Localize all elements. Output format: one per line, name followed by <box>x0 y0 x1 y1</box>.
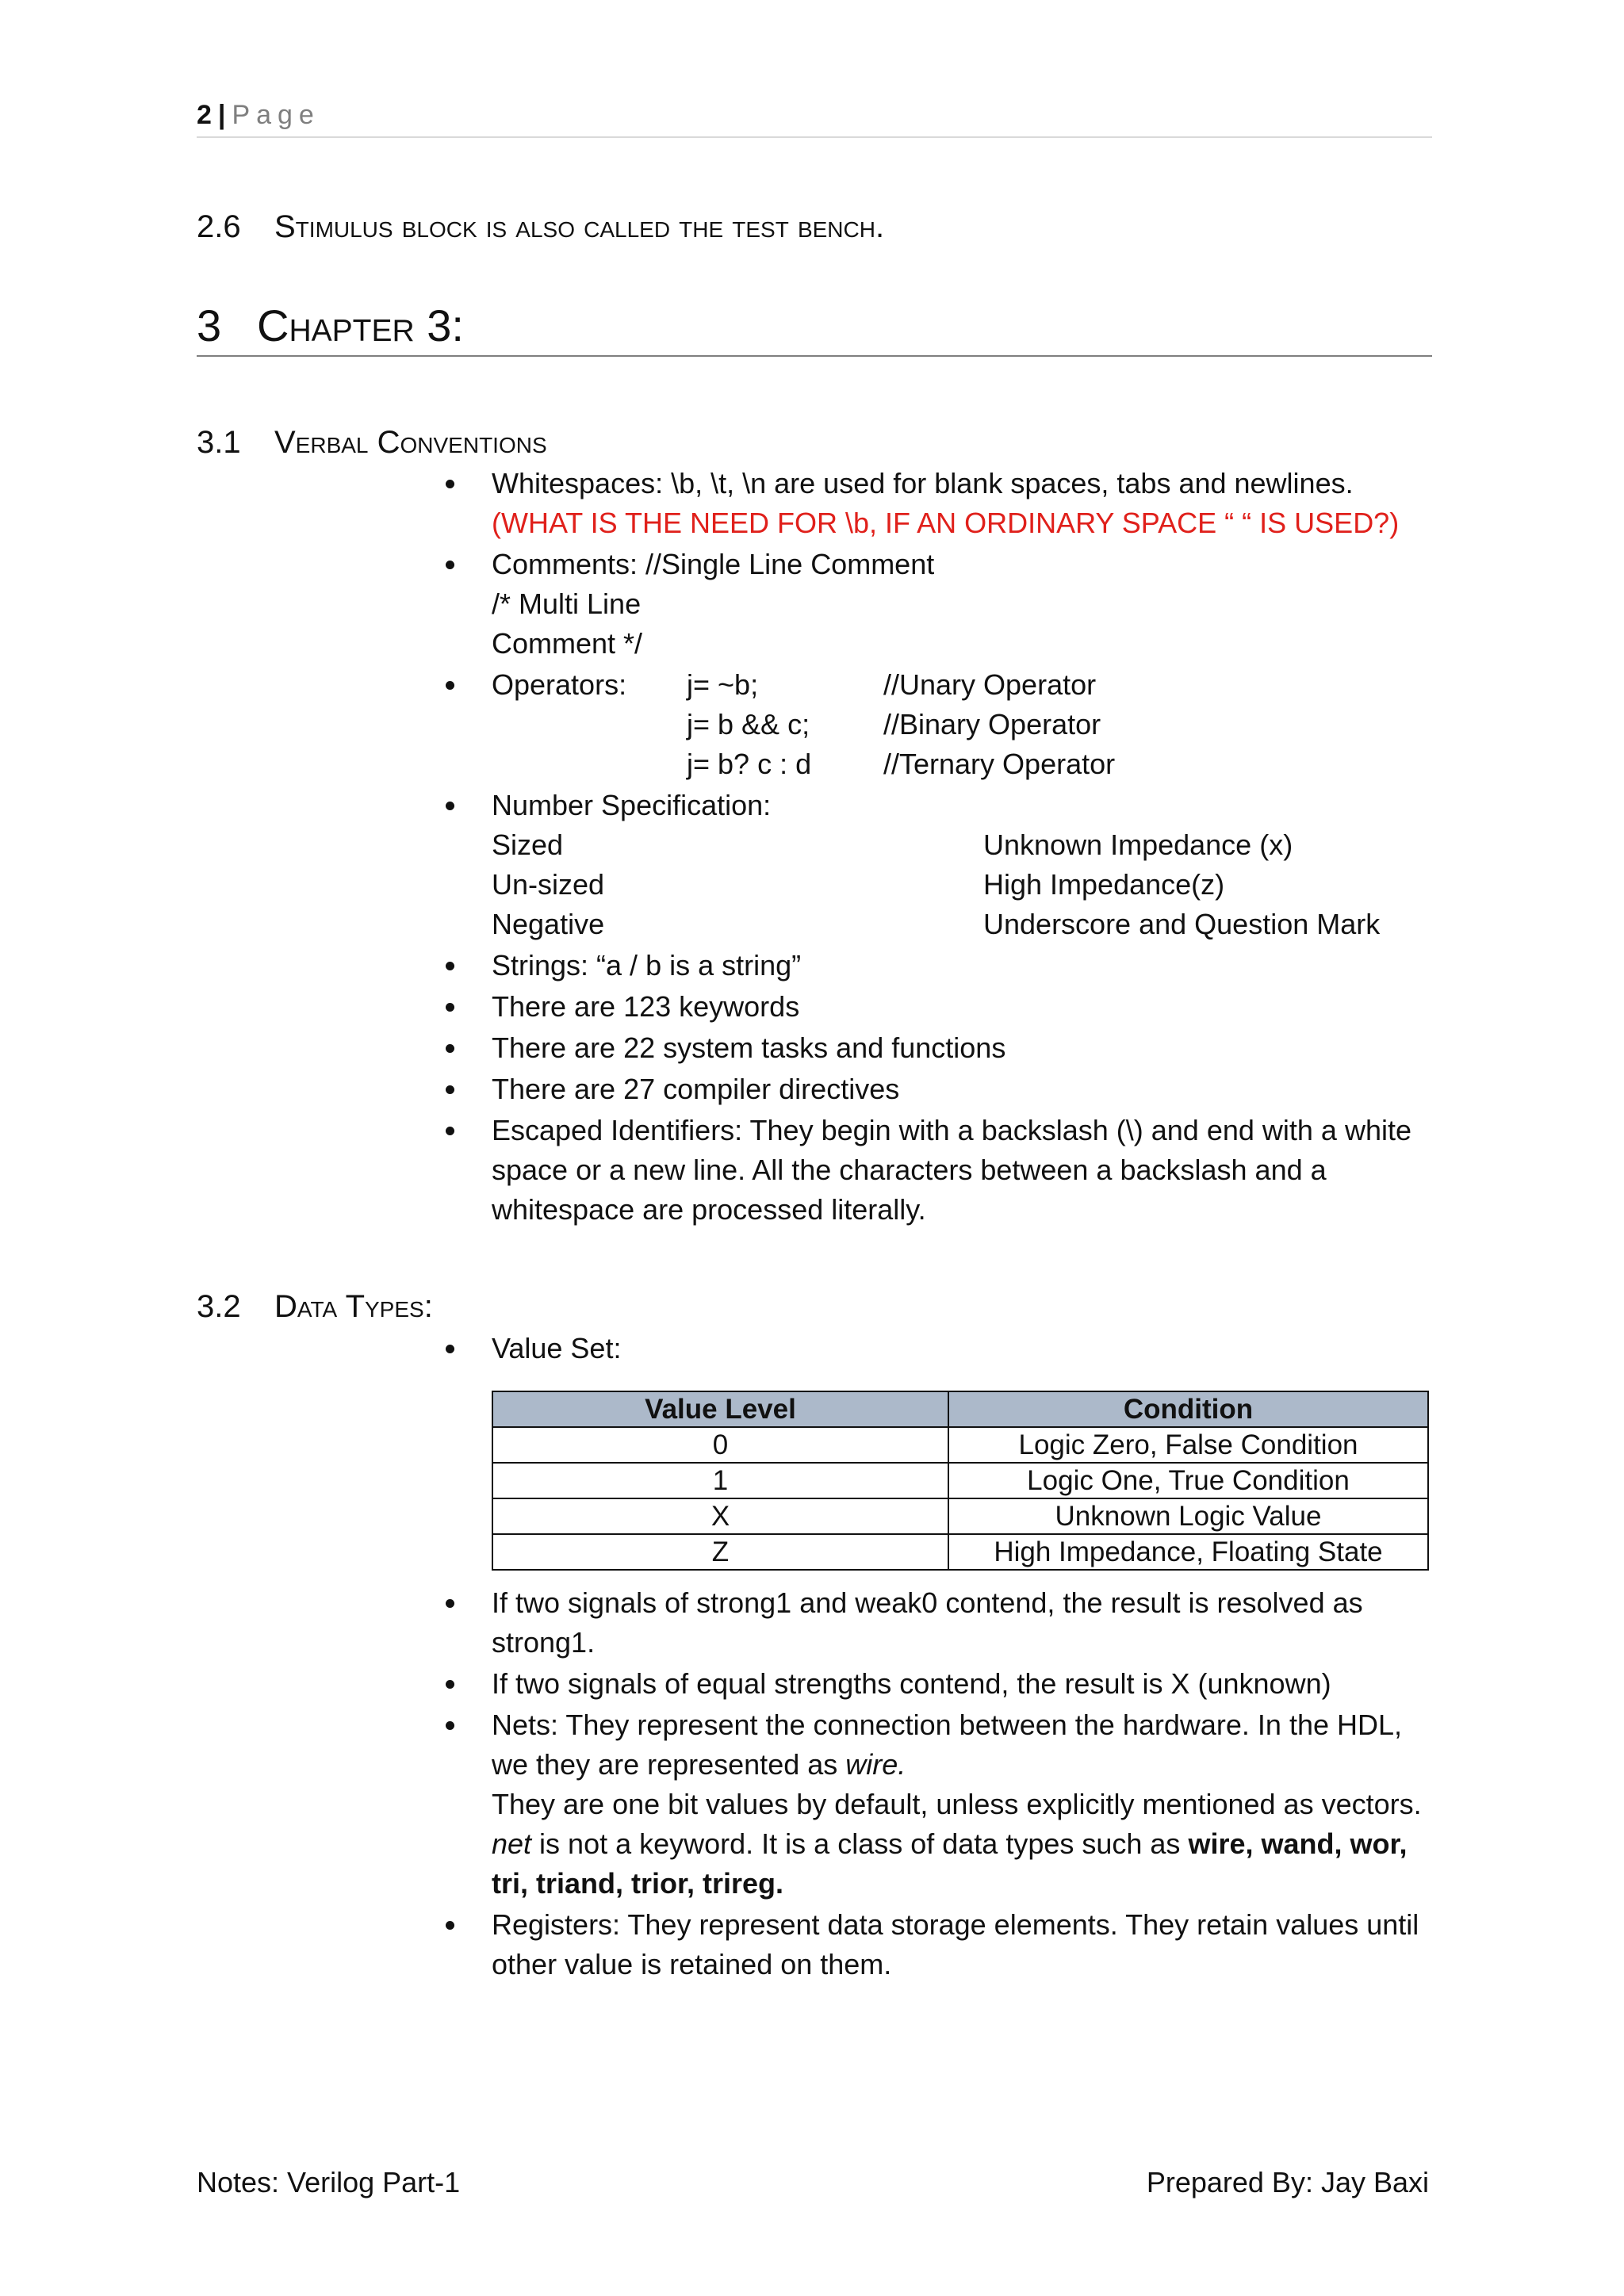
condition-cell: Logic Zero, False Condition <box>948 1427 1428 1463</box>
operator-row <box>492 665 1435 705</box>
heading-2-6 <box>197 203 884 251</box>
value-level-cell: 0 <box>492 1427 948 1463</box>
footer-notes: Notes: Verilog Part-1 <box>197 2166 461 2198</box>
heading-title: Stimulus block is also called the test bench. <box>274 209 885 244</box>
footer-author: Prepared By: Jay Baxi <box>1146 2166 1429 2198</box>
list-item-keywords: There are 123 keywords <box>444 987 1435 1027</box>
number-spec-row <box>492 905 1435 944</box>
verbal-conventions-list <box>444 464 1435 1230</box>
value-level-cell: Z <box>492 1534 948 1570</box>
list-item-strings: Strings: “a / b is a string” <box>444 946 1435 985</box>
operators-label: Operators: <box>492 668 627 701</box>
heading-number: 2.6 <box>197 209 241 244</box>
list-item-registers: Registers: They represent data storage elements. They retain values until other value is retained on them. <box>444 1905 1435 1984</box>
list-item-system-tasks: There are 22 system tasks and functions <box>444 1028 1435 1068</box>
heading-title: Verbal Conventions <box>274 425 547 460</box>
number-spec-label: Number Specification: <box>492 789 772 821</box>
table-row <box>492 1534 1428 1570</box>
value-set-list <box>444 1329 1435 1368</box>
data-types-list <box>444 1583 1435 1984</box>
column-header-condition: Condition <box>948 1391 1428 1427</box>
table-header-row <box>492 1391 1428 1427</box>
heading-number: 3.2 <box>197 1289 241 1324</box>
list-item-value-set: Value Set: <box>444 1329 1435 1368</box>
nets-paragraph-3 <box>492 1824 1435 1904</box>
list-item-strong-weak: If two signals of strong1 and weak0 contend, the result is resolved as strong1. <box>444 1583 1435 1663</box>
value-level-cell: X <box>492 1498 948 1534</box>
chapter-title: Chapter 3: <box>257 300 464 350</box>
operator-comment: //Ternary Operator <box>883 748 1116 780</box>
whitespaces-text: Whitespaces: \b, \t, \n are used for blank spaces, tabs and newlines. <box>492 467 1354 499</box>
operator-expression: j= b? c : d <box>687 748 812 780</box>
operator-comment: //Binary Operator <box>883 708 1101 740</box>
list-item-compiler-directives: There are 27 compiler directives <box>444 1070 1435 1109</box>
number-spec-row <box>492 825 1435 865</box>
number-spec-left: Negative <box>492 908 605 940</box>
nets-text-3: is not a keyword. It is a class of data types such as <box>531 1827 1189 1860</box>
list-item-comments <box>444 545 1435 664</box>
column-header-value-level: Value Level <box>492 1391 948 1427</box>
heading-3-1 <box>197 419 547 466</box>
table-row <box>492 1498 1428 1534</box>
table-row <box>492 1463 1428 1498</box>
heading-3-2 <box>197 1283 433 1330</box>
value-set-table <box>492 1391 1429 1571</box>
chapter-number: 3 <box>197 300 222 350</box>
condition-cell: Unknown Logic Value <box>948 1498 1428 1534</box>
list-item-nets <box>444 1705 1435 1904</box>
nets-types: wire, wand, wor, tri, triand, trior, trireg. <box>492 1827 1408 1900</box>
page-header <box>197 94 1432 138</box>
comments-line-1: Comments: //Single Line Comment <box>492 548 935 580</box>
comments-line-3: Comment */ <box>492 627 643 660</box>
nets-paragraph-1 <box>492 1705 1435 1785</box>
operator-expression: j= b && c; <box>687 708 810 740</box>
number-spec-right: Unknown Impedance (x) <box>983 828 1293 861</box>
number-spec-left: Sized <box>492 828 564 861</box>
heading-title: Data Types: <box>274 1289 433 1324</box>
list-item-whitespaces <box>444 464 1435 543</box>
number-spec-row <box>492 865 1435 905</box>
nets-wire: wire. <box>845 1748 906 1781</box>
number-spec-left: Un-sized <box>492 868 605 901</box>
value-level-cell: 1 <box>492 1463 948 1498</box>
table-row <box>492 1427 1428 1463</box>
list-item-number-specification <box>444 786 1435 944</box>
list-item-escaped-identifiers: Escaped Identifiers: They begin with a backslash (\) and end with a white space or a new line. All the characters between a backslash and a whitespace are processed literally. <box>444 1111 1435 1230</box>
operator-comment: //Unary Operator <box>883 668 1097 701</box>
number-spec-right: Underscore and Question Mark <box>983 908 1381 940</box>
page-label: Page <box>232 100 320 130</box>
condition-cell: Logic One, True Condition <box>948 1463 1428 1498</box>
condition-cell: High Impedance, Floating State <box>948 1534 1428 1570</box>
operator-row <box>492 744 1435 784</box>
page-number: 2 <box>197 100 212 130</box>
nets-net-term: net <box>492 1827 532 1860</box>
operator-row <box>492 705 1435 744</box>
list-item-equal-strength: If two signals of equal strengths contend, the result is X (unknown) <box>444 1664 1435 1704</box>
number-spec-right: High Impedance(z) <box>983 868 1225 901</box>
comments-line-2: /* Multi Line <box>492 587 642 620</box>
page-header-separator: | <box>217 100 226 130</box>
heading-number: 3.1 <box>197 425 241 460</box>
nets-text-1: Nets: They represent the connection between the hardware. In the HDL, we they are represented as <box>492 1709 1403 1781</box>
nets-paragraph-2: They are one bit values by default, unless explicitly mentioned as vectors. <box>492 1788 1422 1820</box>
whitespaces-note: (WHAT IS THE NEED FOR \b, IF AN ORDINARY SPACE “ “ IS USED?) <box>492 507 1400 539</box>
operator-expression: j= ~b; <box>687 668 759 701</box>
chapter-3-heading <box>197 297 1432 357</box>
list-item-operators <box>444 665 1435 784</box>
